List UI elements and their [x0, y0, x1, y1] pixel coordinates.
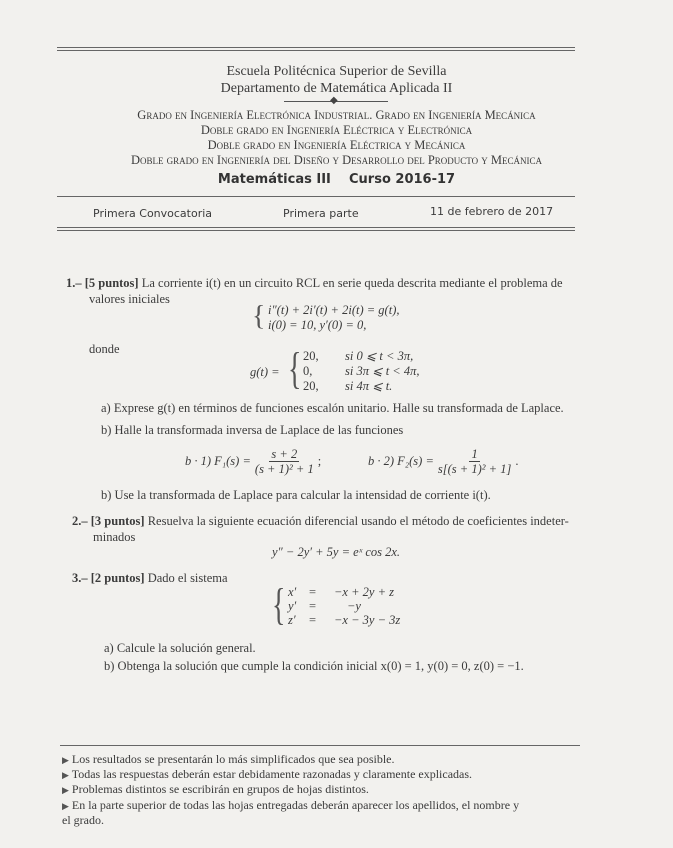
b2-label: b · 2) F₂(s) =: [368, 454, 434, 468]
triangle-bullet-icon: ▶: [62, 770, 69, 781]
problem-1-intro2: valores iniciales: [89, 292, 170, 306]
notes-rule: [60, 745, 580, 746]
numerator: 1: [471, 447, 478, 461]
denominator: s[(s + 1)² + 1]: [437, 462, 512, 476]
note-continuation: el grado.: [62, 812, 104, 827]
part-a: a) Exprese g(t) en términos de funciones escalón unitario. Halle su transformada de Laplace.: [101, 401, 564, 415]
department: Departamento de Matemática Aplicada II: [220, 81, 453, 96]
course: Curso 2016-17: [349, 172, 456, 187]
g-case-value: 0,: [303, 364, 313, 378]
system-lhs: y′: [288, 599, 297, 613]
b1-formula: [185, 447, 321, 476]
problem-3-statement: 3.– [2 puntos] Dado el sistema: [72, 571, 228, 585]
degree-1: Grado en Ingeniería Electrónica Industrial. Grado en Ingeniería Mecánica: [137, 108, 536, 122]
donde: donde: [89, 342, 120, 356]
ode-equation: i″(t) + 2i′(t) + 2i(t) = g(t),: [268, 303, 400, 317]
header-rule-bottom: [57, 227, 575, 228]
g-case-cond: si 0 ⩽ t < 3π,: [345, 349, 414, 363]
degree-3: Doble grado en Ingeniería Eléctrica y Mecánica: [207, 138, 466, 152]
system-rhs: −x + 2y + z: [334, 585, 395, 599]
problem-3-b: b) Obtenga la solución que cumple la condición inicial x(0) = 1, y(0) = 0, z(0) = −1.: [104, 659, 524, 673]
problem-2-text2: minados: [93, 530, 136, 544]
call: Primera Convocatoria: [93, 207, 213, 220]
triangle-bullet-icon: ▶: [62, 785, 69, 796]
note-item: ▶ En la parte superior de todas las hojas entregadas deberán aparecer los apellidos, el nombre y: [62, 797, 520, 812]
system-rhs: −y: [347, 599, 361, 613]
brace: {: [272, 580, 286, 631]
problem-2-statement: 2.– [3 puntos] Resuelva la siguiente ecuación diferencial usando el método de coeficientes indeter-: [72, 514, 569, 528]
note-item: ▶ Todas las respuestas deberán estar debidamente razonadas y claramente explicadas.: [62, 767, 473, 782]
g-case-cond: si 4π ⩽ t.: [345, 379, 393, 393]
part: Primera parte: [283, 207, 359, 220]
initial-conditions: i(0) = 10, y′(0) = 0,: [268, 318, 367, 332]
problem-1-statement: 1.– [5 puntos] La corriente i(t) en un circuito RCL en serie queda descrita mediante el problema de: [66, 276, 563, 290]
equals-sign: =: [309, 585, 317, 599]
top-rule-2: [57, 50, 575, 51]
header-rule-bottom-2: [57, 230, 575, 231]
g-case-cond: si 3π ⩽ t < 4π,: [345, 364, 420, 378]
part-b: b) Halle la transformada inversa de Laplace de las funciones: [101, 423, 404, 437]
system-rhs: −x − 3y − 3z: [334, 613, 401, 627]
numerator: s + 2: [271, 447, 298, 461]
note-item: ▶ Los resultados se presentarán lo más simplificados que sea posible.: [62, 752, 395, 766]
date: 11 de febrero de 2017: [430, 205, 554, 218]
problem-2-equation: y″ − 2y′ + 5y = eˣ cos 2x.: [272, 545, 401, 559]
system-lhs: z′: [288, 613, 296, 627]
punct: ;: [317, 454, 322, 468]
note-item: ▶ Problemas distintos se escribirán en grupos de hojas distintos.: [62, 782, 369, 797]
g-case-value: 20,: [303, 349, 319, 363]
b2-formula: [368, 447, 518, 476]
header-rule: [57, 196, 575, 197]
top-rule: [57, 47, 575, 48]
g-label: g(t) =: [250, 365, 280, 379]
subject: Matemáticas III: [217, 172, 331, 187]
g-case-value: 20,: [303, 379, 319, 393]
fraction: [436, 447, 513, 476]
equals-sign: =: [309, 599, 317, 613]
b1-label: b · 1) F₁(s) =: [185, 454, 251, 468]
diamond-icon: ◆: [330, 95, 338, 106]
school: Escuela Politécnica Superior de Sevilla: [226, 64, 447, 79]
triangle-bullet-icon: ▶: [62, 755, 69, 765]
degree-2: Doble grado en Ingeniería Eléctrica y Electrónica: [200, 123, 473, 137]
fraction: [253, 447, 316, 476]
problem-3-a: a) Calcule la solución general.: [104, 641, 256, 655]
denominator: (s + 1)² + 1: [254, 462, 314, 476]
subject-line: [0, 172, 673, 187]
brace: {: [252, 301, 266, 332]
punct: .: [515, 454, 519, 468]
equals-sign: =: [309, 613, 317, 627]
degree-4: Doble grado en Ingeniería del Diseño y Desarrollo del Producto y Mecánica: [131, 153, 542, 167]
brace: {: [288, 344, 302, 395]
notes: [62, 752, 519, 827]
part-c: b) Use la transformada de Laplace para calcular la intensidad de corriente i(t).: [101, 488, 491, 502]
system-lhs: x′: [288, 585, 297, 599]
triangle-bullet-icon: ▶: [62, 800, 69, 811]
